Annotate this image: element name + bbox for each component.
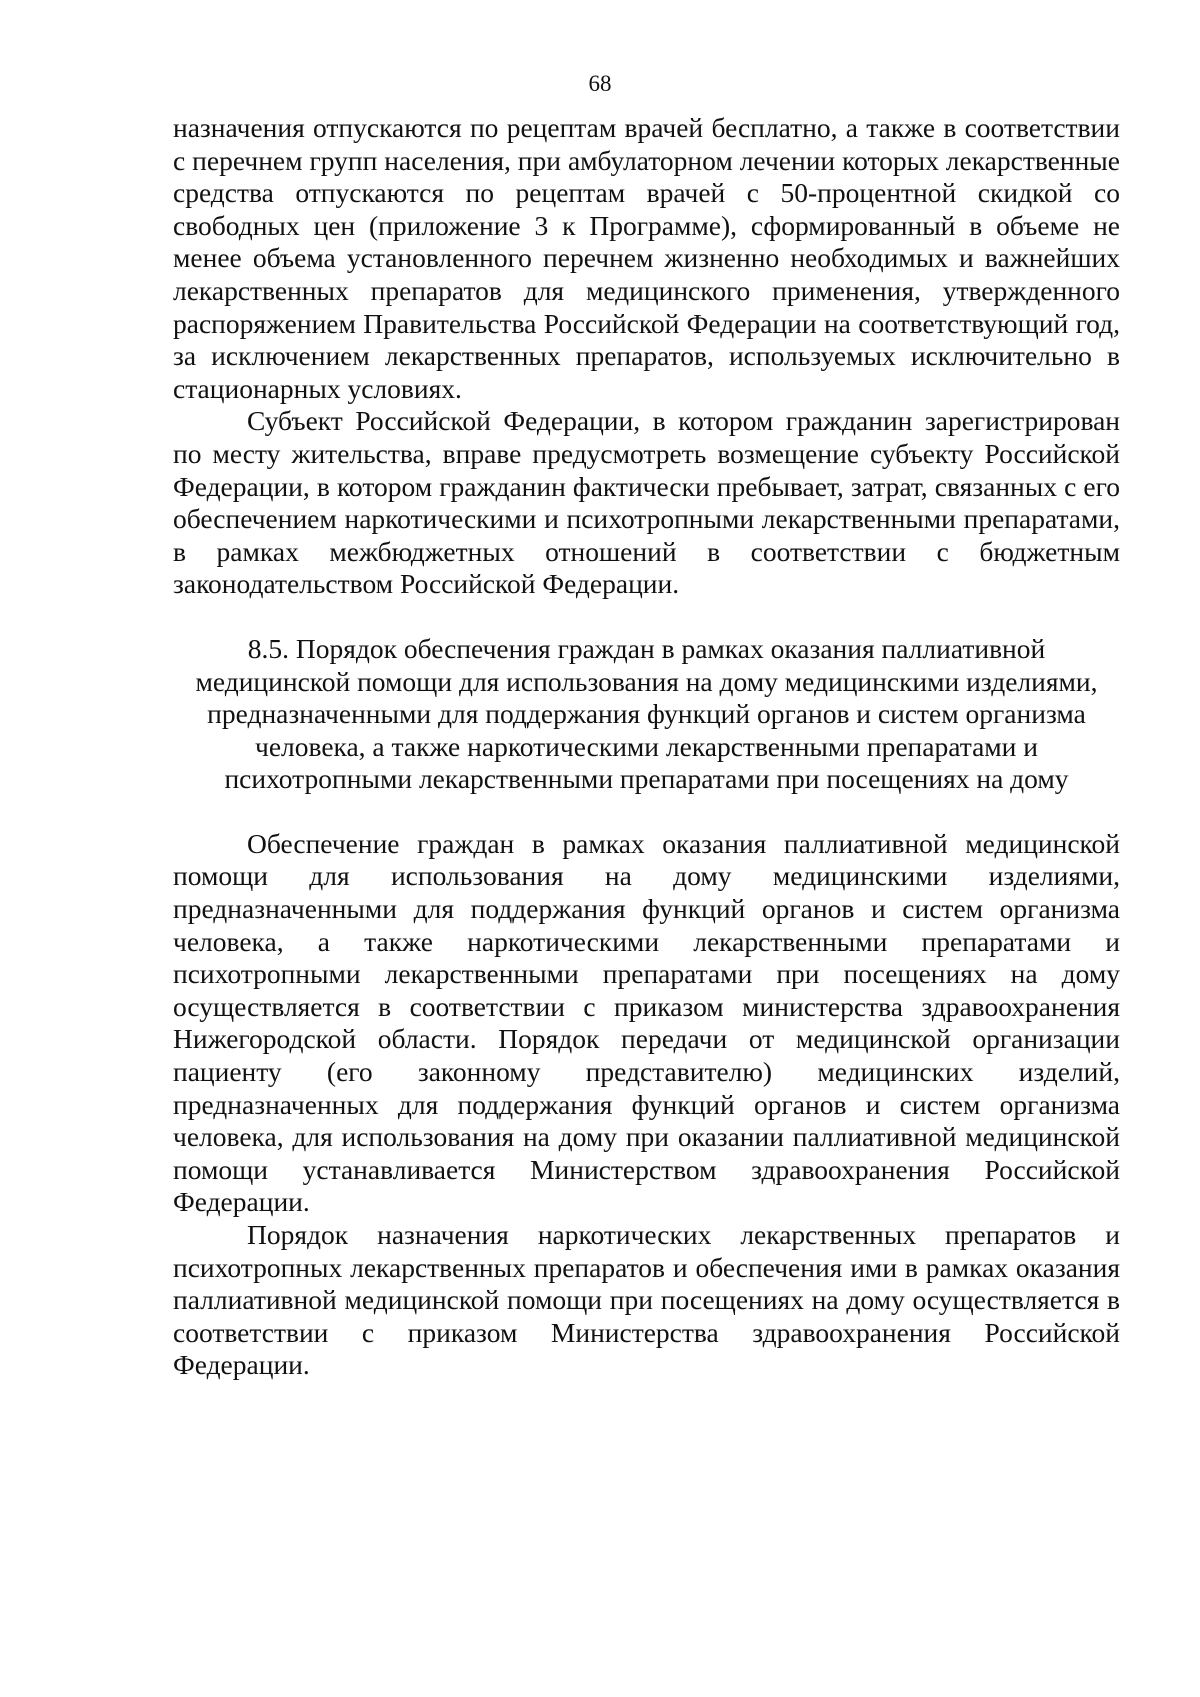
- section-heading-line: медицинской помощи для использования на дому медицинскими изделиями,: [195, 665, 1098, 697]
- section-heading: [173, 633, 1120, 796]
- document-body: [173, 112, 1120, 1382]
- section-heading-line: психотропными лекарственными препаратами при посещениях на дому: [224, 763, 1069, 795]
- section-heading-line: человека, а также наркотическими лекарственными препаратами и: [254, 730, 1038, 762]
- section-heading-line: 8.5. Порядок обеспечения граждан в рамках оказания паллиативной: [247, 632, 1046, 664]
- spacer: [173, 796, 1120, 828]
- paragraph-prescription-order: Порядок назначения наркотических лекарственных препаратов и психотропных лекарственных препаратов и обеспечения ими в рамках оказания паллиативной медицинской помощи при посещениях на дому осуществляется в соответствии с приказом Министерства здравоохранения Российской Федерации.: [173, 1219, 1120, 1381]
- paragraph-palliative-provision: Обеспечение граждан в рамках оказания паллиативной медицинской помощи для использования на дому медицинскими изделиями, предназначенными для поддержания функций органов и систем организма человека, а также наркотическими лекарственными препаратами и психотропными лекарственными препаратами при посещениях на дому осуществляется в соответствии с приказом министерства здравоохранения Нижегородской области. Порядок передачи от медицинской организации пациенту (его законному представителю) медицинских изделий, предназначенных для поддержания функций органов и систем организма человека, для использования на дому при оказании паллиативной медицинской помощи устанавливается Министерством здравоохранения Российской Федерации.: [173, 827, 1120, 1218]
- page-number: 68: [588, 71, 612, 96]
- paragraph-subject-reimbursement: Субъект Российской Федерации, в котором гражданин зарегистрирован по месту жительства, вправе предусмотреть возмещение субъекту Российской Федерации, в котором гражданин фактически пребывает, затрат, связанных с его обеспечением наркотическими и психотропными лекарственными препаратами, в рамках межбюджетных отношений в соответствии с бюджетным законодательством Российской Федерации.: [173, 405, 1120, 600]
- section-heading-line: предназначенными для поддержания функций органов и систем организма: [207, 698, 1086, 730]
- paragraph-continuation: назначения отпускаются по рецептам врачей бесплатно, а также в соответствии с перечнем групп населения, при амбулаторном лечении которых лекарственные средства отпускаются по рецептам врачей с 50-процентной скидкой со свободных цен (приложение 3 к Программе), сформированный в объеме не менее объема установленного перечнем жизненно необходимых и важнейших лекарственных препаратов для медицинского применения, утвержденного распоряжением Правительства Российской Федерации на соответствующий год, за исключением лекарственных препаратов, используемых исключительно в стационарных условиях.: [173, 112, 1120, 404]
